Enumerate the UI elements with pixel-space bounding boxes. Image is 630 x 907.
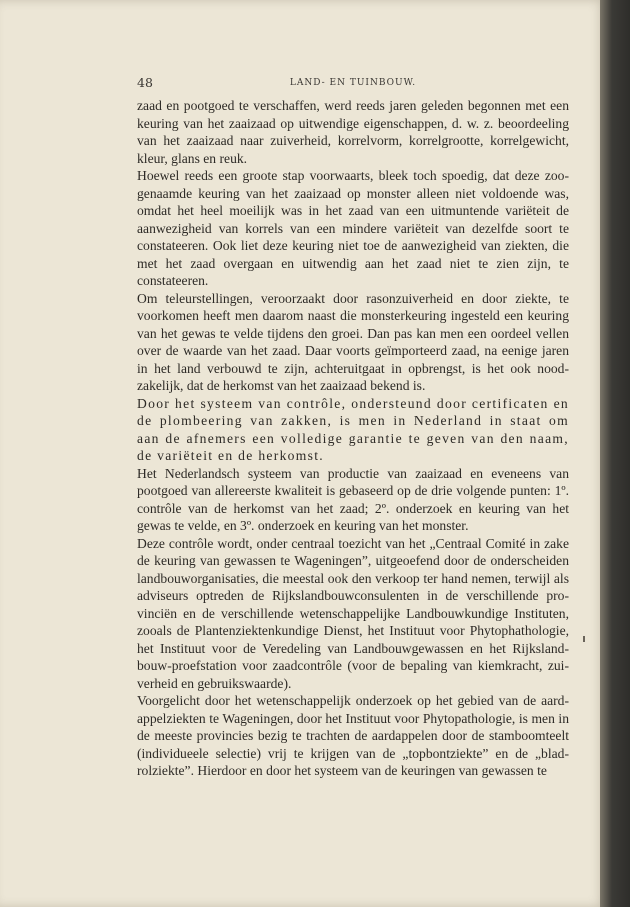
paragraph-6: Deze contrôle wordt, onder centraal toezicht van het „Centraal Comité in zake de keuring van gewassen te Wageningen”, uitgeoefend door de onderscheiden landbouworganisaties, die meestal ook den verkoop ter hand nemen, terwijl als adviseurs optreden de Rijkslandbouwconsulenten in de verschillende provinciën en de verschillende wetenschappelijke Landbouwkundige Instituten, zooals de Plantenziektenkundige Dienst, het Instituut voor Phytophathologie, het Instituut voor de Veredeling van Landbouwgewassen en het Rijkslandbouw-proefstation voor zaadcontrôle (voor de bepaling van kiemkracht, zuiverheid en gebruikswaarde).: [137, 535, 569, 691]
margin-mark: [583, 636, 585, 642]
page-edge-shadow: [600, 0, 630, 907]
paragraph-2: Hoewel reeds een groote stap voorwaarts, bleek toch spoedig, dat deze zoogenaamde keuring van het zaaizaad op monster alleen niet voldoende was, omdat het heel moeilijk was in het zaad van een uitmuntende variëteit de aanwezigheid van korrels van een mindere variëteit van dezelfde soort te constateeren. Ook liet deze keuring niet toe de aanwezigheid van ziekten, die met het zaad overgaan en uitwendig aan het zaad niet te zien zijn, te constateeren.: [137, 168, 569, 288]
page-number: 48: [137, 75, 153, 90]
running-title: LAND- EN TUINBOUW.: [289, 78, 417, 88]
paragraph-5: Het Nederlandsch systeem van productie van zaaizaad en eveneens van pootgoed van allereerste kwaliteit is gebaseerd op de drie volgende punten: 1º. contrôle van de herkomst van het zaad; 2º. onderzoek en keuring van het gewas te velde, en 3º. onderzoek en keuring van het monster.: [137, 465, 569, 533]
paragraph-4-spaced: Door het systeem van contrôle, ondersteund door certificaten en de plombeering van zakken, is men in Nederland in staat om aan de afnemers een volledige garantie te geven van den naam, de variëteit en de herkomst.: [137, 395, 569, 463]
paragraph-1: zaad en pootgoed te verschaffen, werd reeds jaren geleden begonnen met een keuring van het zaaizaad op uitwendige eigenschappen, d. w. z. beoordeeling van het zaaizaad naar zuiverheid, korrelvorm, korrelgrootte, korrelgewicht, kleur, glans en reuk.: [137, 98, 569, 166]
page-header: [137, 76, 569, 90]
body-text: [137, 97, 569, 780]
paragraph-3: Om teleurstellingen, veroorzaakt door rasonzuiverheid en door ziekte, te voorkomen heeft men daarom naast die monsterkeuring ingesteld een keuring van het gewas te velde tijdens den groei. Dan pas kan men een oordeel vellen over de waarde van het zaad. Daar voorts geïmporteerd zaad, na eenige jaren in het land verbouwd te zijn, achteruitgaat in opbrengst, is het ook noodzakelijk, dat de herkomst van het zaaizaad bekend is.: [137, 290, 569, 393]
paragraph-7: Voorgelicht door het wetenschappelijk onderzoek op het gebied van de aardappelziekten te Wageningen, door het Instituut voor Phytopathologie, is men in de meeste provincies bezig te trachten de aardappelen door de stamboomteelt (individueele selectie) vrij te krijgen van de „topbontziekte” en de „bladrolziekte”. Hierdoor en door het systeem van de keuringen van gewassen te: [137, 693, 569, 778]
